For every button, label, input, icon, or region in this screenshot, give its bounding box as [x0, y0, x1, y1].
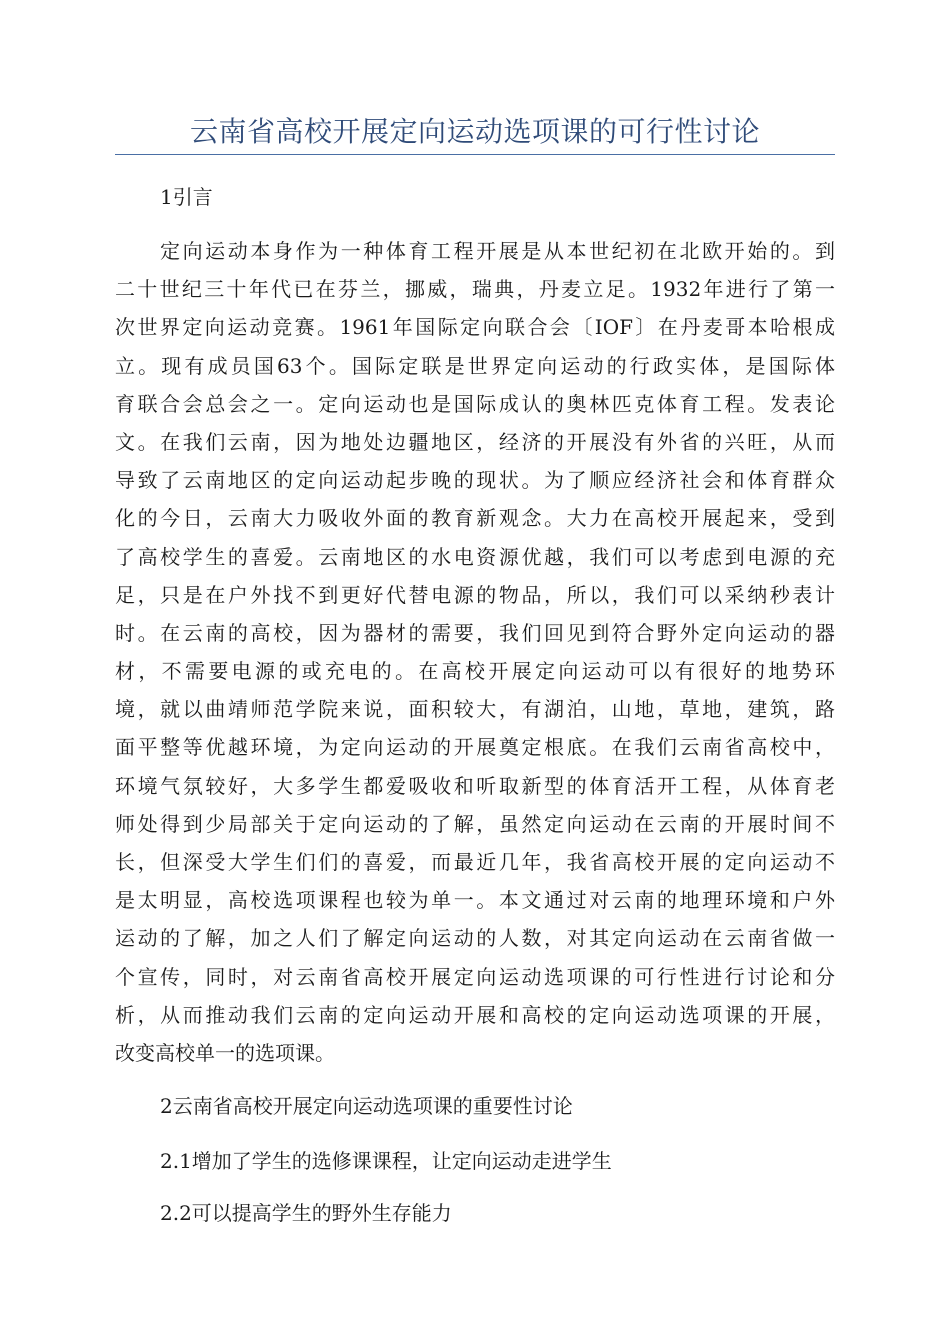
- paragraph-line: 定向运动本身作为一种体育工程开展是从本世纪初在北欧开始的。到: [160, 239, 835, 263]
- paragraph-line: 导致了云南地区的定向运动起步晚的现状。为了顺应经济社会和体育群众: [115, 468, 835, 493]
- paragraph-line: 足，只是在户外找不到更好代替电源的物品，所以，我们可以采纳秒表计: [115, 582, 835, 607]
- section-heading-intro: 1引言: [160, 185, 213, 209]
- paragraph-line: 运动的了解，加之人们了解定向运动的人数，对其定向运动在云南省做一: [115, 926, 835, 951]
- paragraph-line: 改变高校单一的选项课。: [115, 1040, 335, 1065]
- paragraph-line: 境，就以曲靖师范学院来说，面积较大，有湖泊，山地，草地，建筑，路: [115, 697, 835, 722]
- paragraph-line: 立。现有成员国63个。国际定联是世界定向运动的行政实体，是国际体: [115, 353, 835, 378]
- paragraph-line: 时。在云南的高校，因为器材的需要，我们回见到符合野外定向运动的器: [115, 620, 835, 645]
- paragraph-line: 材，不需要电源的或充电的。在高校开展定向运动可以有很好的地势环: [115, 659, 835, 684]
- paragraph-line: 化的今日，云南大力吸收外面的教育新观念。大力在高校开展起来，受到: [115, 506, 835, 531]
- paragraph-line: 二十世纪三十年代已在芬兰，挪威，瑞典，丹麦立足。1932年进行了第一: [115, 277, 835, 302]
- paragraph-line: 面平整等优越环境，为定向运动的开展奠定根底。在我们云南省高校中，: [115, 735, 835, 760]
- paragraph-line: 育联合会总会之一。定向运动也是国际成认的奥林匹克体育工程。发表论: [115, 391, 835, 416]
- paragraph-line: 了高校学生的喜爱。云南地区的水电资源优越，我们可以考虑到电源的充: [115, 544, 835, 569]
- paragraph-line: 文。在我们云南，因为地处边疆地区，经济的开展没有外省的兴旺，从而: [115, 429, 835, 454]
- document-title: 云南省高校开展定向运动选项课的可行性讨论: [189, 115, 760, 148]
- section-heading-importance: 2云南省高校开展定向运动选项课的重要性讨论: [160, 1094, 573, 1118]
- paragraph-line: 个宣传，同时，对云南省高校开展定向运动选项课的可行性进行讨论和分: [115, 964, 835, 989]
- intro-paragraph: [115, 232, 835, 1072]
- subsection-heading-2-1: 2.1增加了学生的选修课课程，让定向运动走进学生: [160, 1149, 612, 1173]
- title-underline: [115, 154, 835, 155]
- paragraph-line: 次世界定向运动竞赛。1961年国际定向联合会〔IOF〕在丹麦哥本哈根成: [115, 315, 835, 340]
- subsection-heading-2-2: 2.2可以提高学生的野外生存能力: [160, 1201, 452, 1225]
- paragraph-line: 长，但深受大学生们们的喜爱，而最近几年，我省高校开展的定向运动不: [115, 850, 835, 874]
- paragraph-line: 是太明显，高校选项课程也较为单一。本文通过对云南的地理环境和户外: [115, 888, 835, 913]
- paragraph-line: 环境气氛较好，大多学生都爱吸收和听取新型的体育活开工程，从体育老: [115, 773, 835, 798]
- paragraph-line: 师处得到少局部关于定向运动的了解，虽然定向运动在云南的开展时间不: [115, 811, 835, 836]
- paragraph-line: 析，从而推动我们云南的定向运动开展和高校的定向运动选项课的开展，: [115, 1002, 835, 1027]
